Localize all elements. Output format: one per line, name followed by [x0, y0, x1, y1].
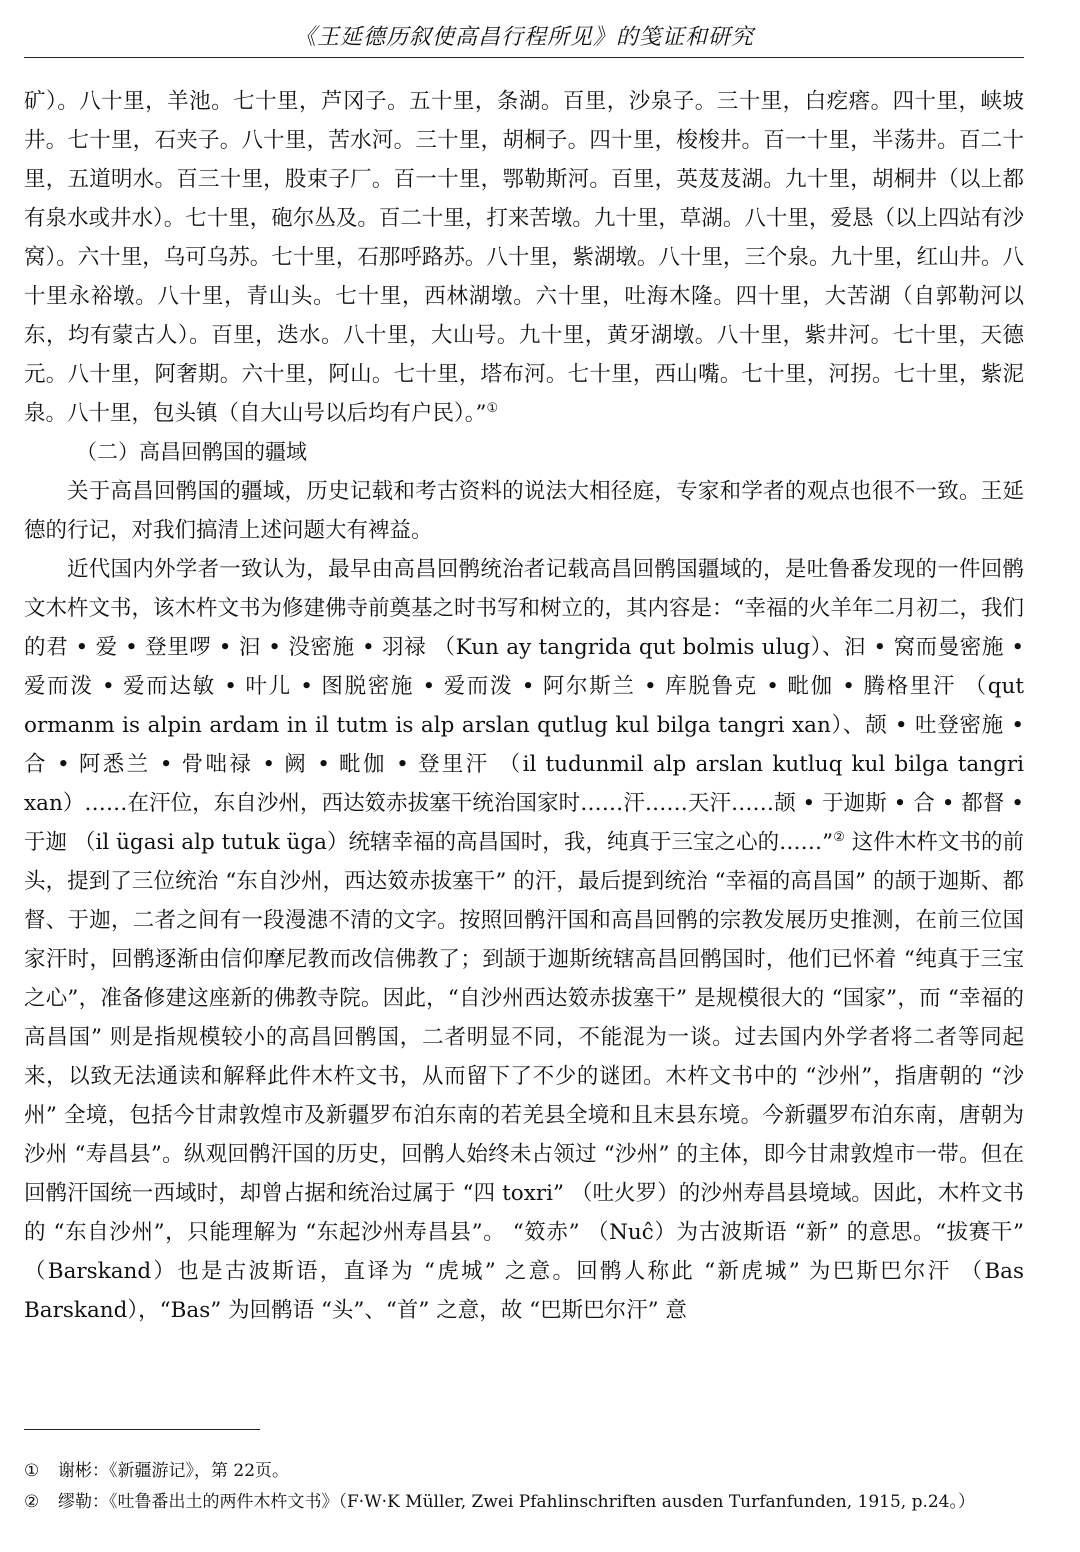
paragraph-route-list	[24, 82, 1024, 433]
footnote-text: 缪勒：《吐鲁番出土的两件木杵文书》（F·W·K Müller, Zwei Pfahlinschriften ausden Turfanfunden, 1915, p.24。）	[58, 1492, 976, 1512]
paragraph-wooden-document	[24, 550, 1024, 1330]
footnote-mark: ①	[24, 1461, 40, 1481]
paragraph-text: 矿）。八十里，羊池。七十里，芦冈子。五十里，条湖。百里，沙泉子。三十里，白疙瘩。四十里，峡坡井。七十里，石夹子。八十里，苦水河。三十里，胡桐子。四十里，梭梭井。百一十里，半荡井。百二十里，五道明水。百三十里，股束子厂。百一十里，鄂勒斯河。百里，英芨芨湖。九十里，胡桐井（以上都有泉水或井水）。七十里，砲尔丛及。百二十里，打来苦墩。九十里，草湖。八十里，爱恳（以上四站有沙窝）。六十里，乌可乌苏。七十里，石那呼路苏。八十里，紫湖墩。八十里，三个泉。九十里，红山井。八十里永裕墩。八十里，青山头。七十里，西林湖墩。六十里，吐海木隆。四十里，大苦湖（自郭勒河以东，均有蒙古人）。百里，迭水。八十里，大山号。九十里，黄牙湖墩。八十里，紫井河。七十里，天德元。八十里，阿奢期。六十里，阿山。七十里，塔布河。七十里，西山嘴。七十里，河拐。七十里，紫泥泉。八十里，包头镇（自大山号以后均有户民）。”	[24, 89, 1024, 426]
paragraph-text-a: 近代国内外学者一致认为，最早由高昌回鹘统治者记载高昌回鹘国疆域的，是吐鲁番发现的一件回鹘文木杵文书，该木杵文书为修建佛寺前奠基之时书写和树立的，其内容是：“幸福的火羊年二月初二，我们的君 • 爱 • 登里啰 • 汩 • 没密施 • 羽禄 （Kun ay tangrida qut bolmis ulug）、汩 • 窝而曼密施 • 爱而泼 • 爱而达敏 • 叶儿 • 图脱密施 • 爱而泼 • 阿尔斯兰 • 库脱鲁克 • 毗伽 • 腾格里汗 （qut ormanm is alpin ardam in il tutm is alp arslan qutlug kul bilga tangri xan）、颉 • 吐登密施 • 合 • 阿悉兰 • 骨咄禄 • 阙 • 毗伽 • 登里汗 （il tudunmil alp arslan kutluq kul bilga tangri xan）……在汗位，东自沙州，西达笯赤拔塞干统治国家时……汗……天汗……颉 • 于迦斯 • 合 • 都督 • 于迦 （il ügasi alp tutuk üga）统辖幸福的高昌国时，我，纯真于三宝之心的……”	[24, 557, 1024, 855]
footnote-ref-2[interactable]: ②	[833, 830, 845, 845]
section-heading: （二）高昌回鹘国的疆域	[76, 440, 307, 464]
paragraph-text-b: 这件木杵文书的前头，提到了三位统治 “东自沙州，西达笯赤拔塞干” 的汗，最后提到统治 “幸福的高昌国” 的颉于迦斯、都督、于迦，二者之间有一段漫漶不清的文字。按照回鹘汗国和高昌回鹘的宗教发展历史推测，在前三位国家汗时，回鹘逐渐由信仰摩尼教而改信佛教了；到颉于迦斯统辖高昌回鹘国时，他们已怀着 “纯真于三宝之心”，准备修建这座新的佛教寺院。因此，“自沙州西达笯赤拔塞干” 是规模很大的 “国家”，而 “幸福的高昌国” 则是指规模较小的高昌回鹘国，二者明显不同，不能混为一谈。过去国内外学者将二者等同起来，以致无法通读和解释此件木杵文书，从而留下了不少的谜团。木杵文书中的 “沙州”，指唐朝的 “沙州” 全境，包括今甘肃敦煌市及新疆罗布泊东南的若羌县全境和且末县东境。今新疆罗布泊东南，唐朝为沙州 “寿昌县”。纵观回鹘汗国的历史，回鹘人始终未占领过 “沙州” 的主体，即今甘肃敦煌市一带。但在回鹘汗国统一西域时，却曾占据和统治过属于 “四 toxri” （吐火罗）的沙州寿昌县境域。因此，木杵文书的 “东自沙州”，只能理解为 “东起沙州寿昌县”。 “笯赤” （Nuĉ）为古波斯语 “新” 的意思。“拔赛干” （Barskand）也是古波斯语，直译为 “虎城” 之意。回鹘人称此 “新虎城” 为巴斯巴尔汗 （Bas Barskand），“Bas” 为回鹘语 “头”、“首” 之意，故 “巴斯巴尔汗” 意	[24, 830, 1024, 1323]
paragraph-intro: 关于高昌回鹘国的疆域，历史记载和考古资料的说法大相径庭，专家和学者的观点也很不一致。王延德的行记，对我们搞清上述问题大有裨益。	[24, 479, 1024, 543]
footnote-text: 谢彬：《新疆游记》，第 22页。	[58, 1461, 290, 1481]
footnote-2	[24, 1489, 1024, 1516]
page-body	[24, 82, 1024, 1330]
header-rule	[24, 57, 1024, 58]
footnote-1	[24, 1458, 1024, 1485]
footnote-rule	[24, 1429, 260, 1430]
footnote-ref-1[interactable]: ①	[486, 401, 499, 416]
running-header: 《王延德历叙使高昌行程所见》的笺证和研究	[293, 25, 754, 50]
footnotes	[24, 1458, 1024, 1520]
footnote-mark: ②	[24, 1492, 40, 1512]
